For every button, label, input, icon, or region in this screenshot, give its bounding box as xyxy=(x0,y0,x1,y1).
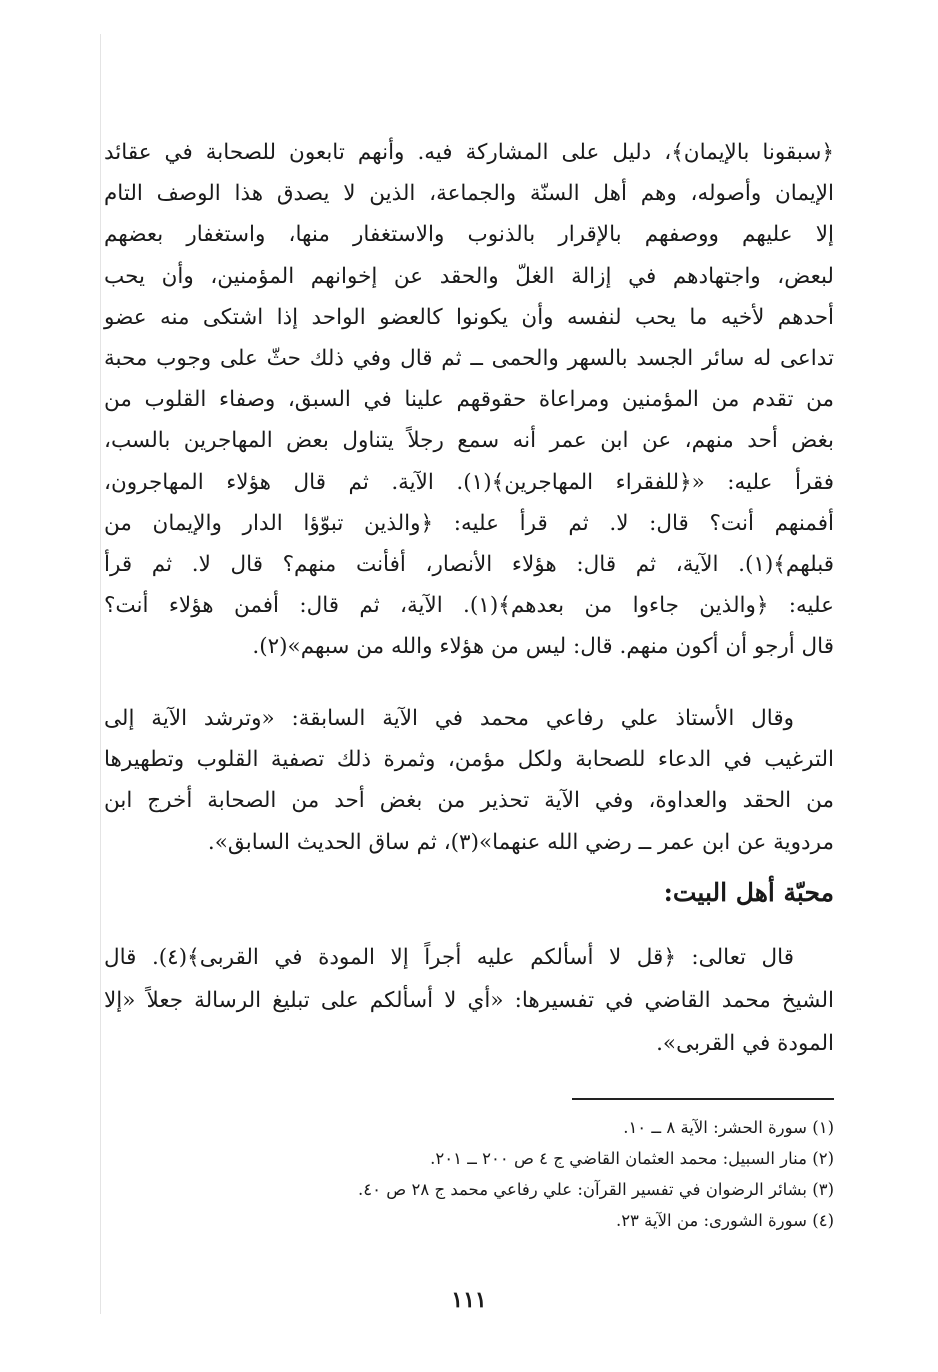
footnote: (١) سورة الحشر: الآية ٨ ــ ١٠. xyxy=(623,1118,834,1137)
paragraph-3 xyxy=(104,936,834,1065)
paragraph-1 xyxy=(104,132,834,668)
text-line: من تقدم من المؤمنين ومراعاة حقوقهم علينا في السبق، وصفاء القلوب من xyxy=(104,387,834,413)
text-line: أفمنهم أنت؟ قال: لا. ثم قرأ عليه: ﴿والذين تبوّؤا الدار والإيمان من xyxy=(104,510,834,536)
text-line: وقال الأستاذ علي رفاعي محمد في الآية السابقة: «وترشد الآية إلى xyxy=(104,706,794,731)
footnotes xyxy=(104,1112,834,1236)
text-line: عليه: ﴿والذين جاءوا من بعدهم﴾(١). الآية، ثم قال: أفمن هؤلاء أنت؟ xyxy=(104,593,834,619)
paragraph-2 xyxy=(104,698,834,863)
text-line: قال تعالى: ﴿قل لا أسألكم عليه أجراً إلا المودة في القربى﴾(٤). قال xyxy=(104,945,794,970)
footnote: (٤) سورة الشورى: من الآية ٢٣. xyxy=(615,1211,834,1230)
text-line: بغض أحد منهم، عن ابن عمر أنه سمع رجلاً يتناول بعض المهاجرين بالسب، xyxy=(104,428,834,454)
text-line: إلا عليهم ووصفهم بالإقرار بالذنوب والاستغفار منها، واستغفار بعضهم xyxy=(104,222,834,248)
text-line: المودة في القربى». xyxy=(656,1031,834,1056)
footnote: (٢) منار السبيل: محمد العثمان القاضي ج ٤ ص ٢٠٠ ــ ٢٠١. xyxy=(430,1149,834,1168)
text-line: الشيخ محمد القاضي في تفسيرها: «أي لا أسألكم على تبليغ الرسالة جعلاً «إلا xyxy=(104,988,834,1013)
text-line: الترغيب في الدعاء للصحابة ولكل مؤمن، وثمرة ذلك تصفية القلوب وتطهيرها xyxy=(104,747,834,773)
text-line: قال أرجو أن أكون منهم. قال: ليس من هؤلاء والله من سبهم»(٢). xyxy=(252,634,834,660)
text-line: قبلهم﴾(١). الآية، ثم قال: هؤلاء الأنصار، أفأنت منهم؟ قال لا. ثم قرأ xyxy=(104,552,834,578)
text-line: فقرأ عليه: «﴿للفقراء المهاجرين﴾(١). الآية. ثم قال هؤلاء المهاجرون، xyxy=(104,469,834,495)
text-line: أحدهم لأخيه ما يحب لنفسه وأن يكونوا كالعضو الواحد إذا اشتكى منه عضو xyxy=(104,304,834,330)
footnote: (٣) بشائر الرضوان في تفسير القرآن: علي رفاعي محمد ج ٢٨ ص ٤٠. xyxy=(358,1180,834,1199)
section-heading: محبّة أهل البيت: xyxy=(663,878,834,907)
text-line: ﴿سبقونا بالإيمان﴾، دليل على المشاركة فيه. وأنهم تابعون للصحابة في عقائد xyxy=(104,140,834,165)
text-line: من الحقد والعداوة، وفي الآية تحذير من بغض أحد من الصحابة أخرج ابن xyxy=(104,788,834,814)
text-line: مردوية عن ابن عمر ــ رضي الله عنهما»(٣)، ثم ساق الحديث السابق». xyxy=(207,829,834,855)
text-line: تداعى له سائر الجسد بالسهر والحمى ــ ثم قال وفي ذلك حثّ على وجوب محبة xyxy=(104,346,834,372)
footnote-separator xyxy=(572,1098,834,1100)
text-line: الإيمان وأصوله، وهم أهل السنّة والجماعة، الذين لا يصدق هذا الوصف التام xyxy=(104,181,834,207)
text-line: لبعض، واجتهادهم في إزالة الغلّ والحقد عن إخوانهم المؤمنين، وأن يحب xyxy=(104,263,834,289)
scan-edge-line xyxy=(100,34,101,1314)
page-number: ١١١ xyxy=(451,1287,487,1313)
